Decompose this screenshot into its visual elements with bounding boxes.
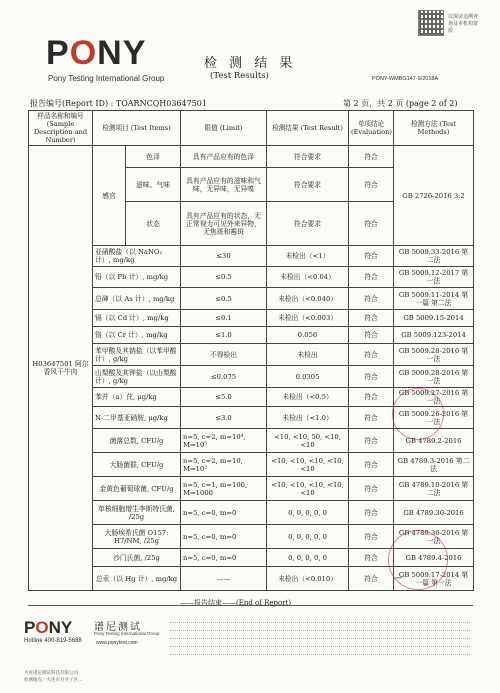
item-cell: 单核细胞增生李斯特氏菌, /25g [93, 501, 181, 525]
limit-cell: 具有产品应有的状态，无正常视力可见外来异物，无焦斑和霉斑 [181, 202, 267, 246]
eval-cell: 符合 [349, 453, 394, 477]
inspection-stamp [392, 388, 444, 440]
footer-website: www.ponytest.com [96, 640, 138, 646]
eval-cell: 符合 [349, 501, 394, 525]
item-cell: 状态 [126, 202, 181, 246]
method-cell: GB 5009.11-2014 第一篇 第二法 [394, 288, 474, 310]
item-cell: 苯并（a）芘, μg/kg [93, 388, 181, 407]
item-cell: 镉（以 Cd 计）, mg/kg [93, 310, 181, 327]
limit-cell: ≤0.1 [181, 310, 267, 327]
table-row [29, 344, 474, 366]
limit-cell: 具有产品应有的滋味和气味，无异味，无异嗅 [181, 168, 267, 202]
report-number: 报告编号(Report ID) : TOARNCQH03647501 [30, 99, 207, 108]
results-table [28, 110, 474, 591]
eval-cell: 符合 [349, 202, 394, 246]
result-cell: 0.0305 [267, 366, 349, 388]
result-cell: 0, 0, 0, 0, 0 [267, 525, 349, 549]
limit-cell: 具有产品应有的色泽 [181, 146, 267, 168]
table-row [29, 366, 474, 388]
title-cn: 检 测 结 果 [204, 56, 297, 71]
header-items: 检测项目 (Test Items) [93, 111, 181, 146]
limit-cell: n=5, c=0, m=0 [181, 525, 267, 549]
eval-cell: 符合 [349, 310, 394, 327]
method-cell: GB 4789.10-2016 第二法 [394, 477, 474, 501]
signature-mark: ~ [391, 569, 407, 588]
result-cell: <10, <10, <10, <10, <10 [267, 453, 349, 477]
limit-cell: ≤0.5 [181, 288, 267, 310]
method-cell: GB 5009.26-2016 第一法 [394, 407, 474, 429]
header-sample: 样品名称和编号 (Sample Description and Number) [29, 111, 93, 146]
item-cell: 铅（以 Pb 计）, mg/kg [93, 267, 181, 288]
hotline: Hotline 400-819-5688 [24, 638, 82, 644]
item-cell: 大肠菌群, CFU/g [93, 453, 181, 477]
limit-cell: ≤3.0 [181, 407, 267, 429]
eval-cell: 符合 [349, 388, 394, 407]
method-cell: GB 4789.4-2016 [394, 549, 474, 567]
page-number: 第 2 页，共 2 页 (page 2 of 2) [343, 99, 458, 108]
table-row [29, 453, 474, 477]
limit-cell: n=5, c=0, m=0 [181, 549, 267, 567]
limit-cell: ≤5.0 [181, 388, 267, 407]
item-cell: 山梨酸及其钾盐（以山梨酸计）, g/kg [93, 366, 181, 388]
eval-cell: 符合 [349, 429, 394, 453]
result-cell: 未检出（<1.0） [267, 407, 349, 429]
method-cell: GB 5009.28-2016 第一法 [394, 366, 474, 388]
footer-brand-cn: 谱尼测试 [94, 622, 142, 633]
limit-cell: ≤30 [181, 246, 267, 267]
item-cell: 苯甲酸及其钠盐（以苯甲酸计）, g/kg [93, 344, 181, 366]
method-cell: GB 5009.27-2016 第一法 [394, 388, 474, 407]
eval-cell: 符合 [349, 567, 394, 591]
limit-cell: 不得检出 [181, 344, 267, 366]
table-row [29, 246, 474, 267]
header-limit: 限值 (Limit) [181, 111, 267, 146]
result-cell: <10, <10, <10, <10, <10 [267, 477, 349, 501]
footer-divider [170, 630, 470, 631]
eval-cell: 符合 [349, 407, 394, 429]
table-row [29, 146, 474, 168]
doc-code: PONY-WMBG147-9/2018A [372, 76, 439, 82]
header-evaluation: 单项结论 (Evaluation) [349, 111, 394, 146]
limit-cell: ≤0.075 [181, 366, 267, 388]
method-cell: GB 5009.17-2014 第一篇 第一法 [394, 567, 474, 591]
qr-code-icon [418, 10, 444, 36]
item-cell: 大肠埃希氏菌 O157: H7/NM, /25g [93, 525, 181, 549]
item-cell: 金黄色葡萄球菌, CFU/g [93, 477, 181, 501]
method-cell: GB 4789.36-2016 第一法 [394, 525, 474, 549]
method-cell: GB 5009.15-2014 [394, 310, 474, 327]
qr-label: 以保证追溯查询及本机构资质 [448, 14, 479, 34]
table-row [29, 477, 474, 501]
result-cell: 0, 0, 0, 0, 0 [267, 501, 349, 525]
result-cell: 未检出（<0.5） [267, 388, 349, 407]
item-cell: 沙门氏菌, /25g [93, 549, 181, 567]
item-cell: 亚硝酸盐（以 NaNO₂ 计）, mg/kg [93, 246, 181, 267]
eval-cell: 符合 [349, 344, 394, 366]
method-cell: GB 5009.28-2016 第一法 [394, 344, 474, 366]
eval-cell: 符合 [349, 246, 394, 267]
method-cell: GB 5009.12-2017 第一法 [394, 267, 474, 288]
method-cell: GB 5009.33-2016 第二法 [394, 246, 474, 267]
result-cell: 符合要求 [267, 202, 349, 246]
item-cell: 铬（以 Cr 计）, mg/kg [93, 327, 181, 344]
table-row [29, 501, 474, 525]
footer-divider [170, 622, 470, 623]
footer-address: 大连谱尼测试科技有限公司 [24, 671, 78, 676]
result-cell: 未检出（<0.04） [267, 267, 349, 288]
method-cell: GB 5009.123-2014 [394, 327, 474, 344]
limit-cell: n=5, c=2, m=10, M=10² [181, 453, 267, 477]
eval-cell: 符合 [349, 477, 394, 501]
footer-divider [170, 638, 470, 639]
result-cell: 0, 0, 0, 0, 0 [267, 549, 349, 567]
footer-address: 检测地点：大连市甘井子区... [24, 678, 83, 683]
result-cell: 未检出（<0.003） [267, 310, 349, 327]
limit-cell: —— [181, 567, 267, 591]
eval-cell: 符合 [349, 288, 394, 310]
eval-cell: 符合 [349, 146, 394, 168]
footer-divider [170, 646, 470, 647]
table-row [29, 267, 474, 288]
sample-cell: H03647501 阿尔香风干牛肉 [29, 146, 93, 591]
result-cell: 0.056 [267, 327, 349, 344]
sensory-group: 感官 [93, 146, 126, 246]
eval-cell: 符合 [349, 549, 394, 567]
pony-logo: PONY [46, 34, 147, 72]
method-cell: GB 2726-2016 3.2 [394, 146, 474, 246]
divider [28, 605, 473, 606]
item-cell: 色泽 [126, 146, 181, 168]
item-cell: 菌落总数, CFU/g [93, 429, 181, 453]
result-cell: <10, <10, 50, <10, <10 [267, 429, 349, 453]
item-cell: N-二甲基亚硝胺, μg/kg [93, 407, 181, 429]
table-row [29, 288, 474, 310]
eval-cell: 符合 [349, 168, 394, 202]
limit-cell: ≤0.5 [181, 267, 267, 288]
table-row [29, 310, 474, 327]
method-cell: GB 4789.30-2016 [394, 501, 474, 525]
table-header-row [29, 111, 474, 146]
footer-logo: PONY [24, 618, 73, 637]
limit-cell: n=5, c=1, m=100, M=1000 [181, 477, 267, 501]
title-en: (Test Results) [210, 71, 269, 81]
footer-divider [170, 654, 470, 655]
method-cell: GB 4789.3-2016 第二法 [394, 453, 474, 477]
result-cell: 未检出 [267, 344, 349, 366]
result-cell: 符合要求 [267, 146, 349, 168]
limit-cell: n=5, c=0, m=0 [181, 501, 267, 525]
result-cell: 未检出（<0.010） [267, 567, 349, 591]
header-result: 检测结果 (Test Result) [267, 111, 349, 146]
method-cell: GB 4789.2-2016 [394, 429, 474, 453]
result-cell: 未检出（<0.040） [267, 288, 349, 310]
eval-cell: 符合 [349, 525, 394, 549]
header-methods: 检测方法 (Test Methods) [394, 111, 474, 146]
eval-cell: 符合 [349, 366, 394, 388]
brand-subtitle: Pony Testing International Group [48, 74, 165, 83]
table-row [29, 327, 474, 344]
limit-cell: n=5, c=2, m=10⁴, M=10⁵ [181, 429, 267, 453]
result-cell: 符合要求 [267, 168, 349, 202]
end-of-report: ——报告结束——(End of Report) [180, 599, 292, 607]
limit-cell: ≤1.0 [181, 327, 267, 344]
eval-cell: 符合 [349, 267, 394, 288]
eval-cell: 符合 [349, 327, 394, 344]
item-cell: 总砷（以 As 计）, mg/kg [93, 288, 181, 310]
footer-brand-en: Pony Testing International Group [94, 631, 160, 636]
item-cell: 总汞（以 Hg 计）, mg/kg [93, 567, 181, 591]
item-cell: 滋味、气味 [126, 168, 181, 202]
result-cell: 未检出（<1） [267, 246, 349, 267]
